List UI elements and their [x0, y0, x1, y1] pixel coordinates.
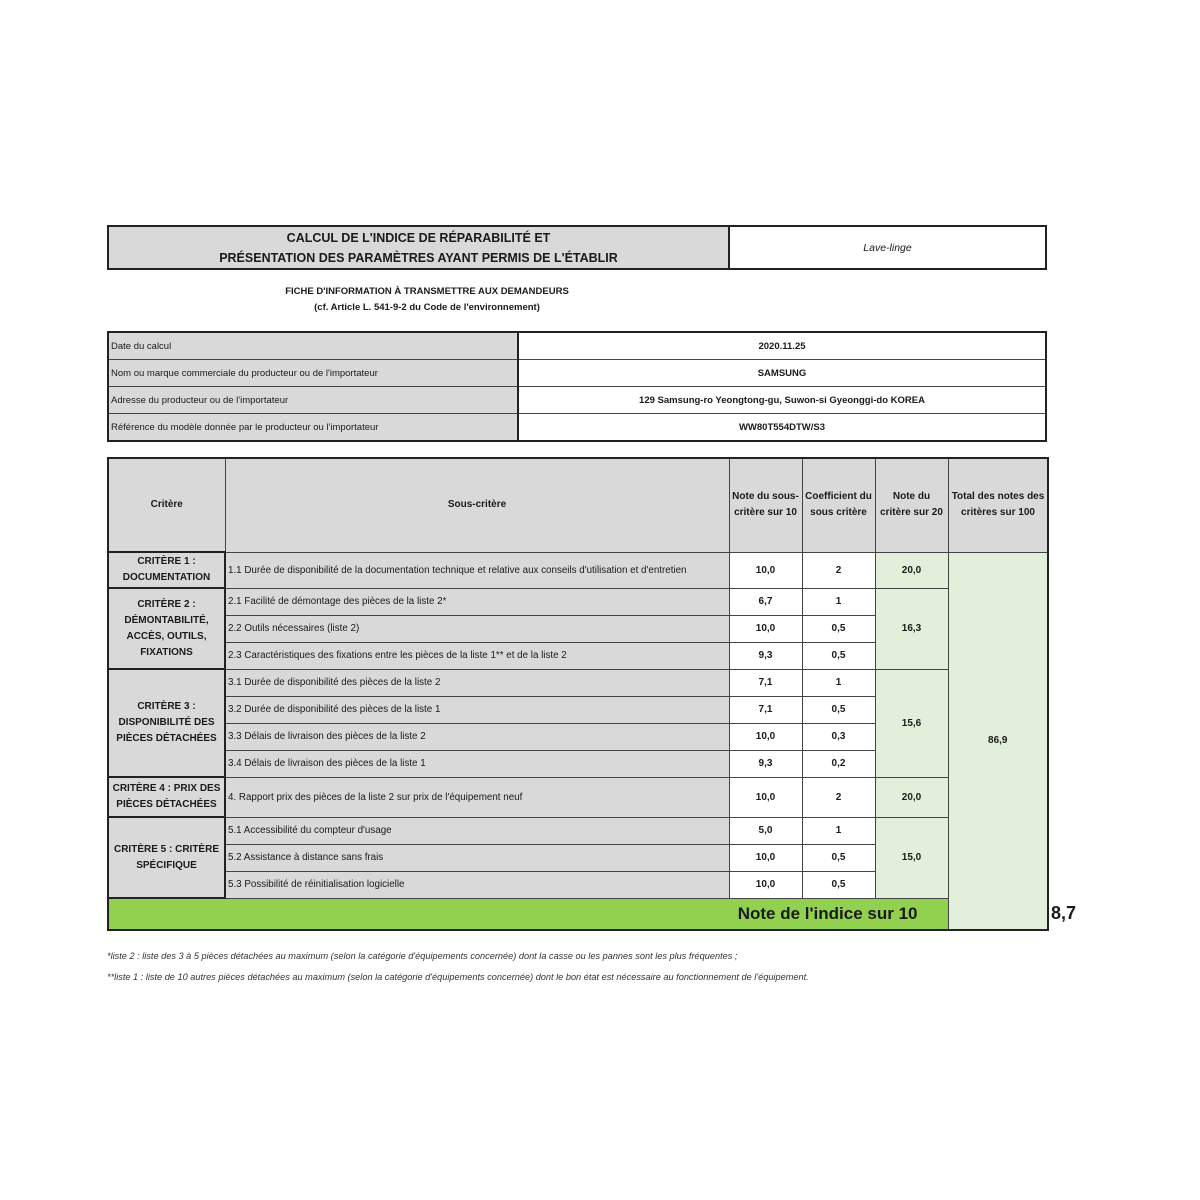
sub-criterion-label: 3.3 Délais de livraison des pièces de la liste 2	[225, 723, 729, 750]
sub-criterion-coef: 0,2	[802, 750, 875, 777]
info-row-brand	[108, 360, 1046, 387]
table-header-row	[108, 458, 1048, 552]
sub-criterion-label: 2.1 Facilité de démontage des pièces de la liste 2*	[225, 588, 729, 615]
info-label: Adresse du producteur ou de l'importateur	[108, 387, 518, 414]
sub-criterion-coef: 0,3	[802, 723, 875, 750]
sub-criterion-note: 6,7	[729, 588, 802, 615]
sub-criterion-label: 5.3 Possibilité de réinitialisation logicielle	[225, 871, 729, 898]
sub-criterion-note: 10,0	[729, 777, 802, 817]
info-row-date	[108, 332, 1046, 360]
criterion-4-name: CRITÈRE 4 : PRIX DES PIÈCES DÉTACHÉES	[108, 777, 225, 817]
info-label: Nom ou marque commerciale du producteur ou de l'importateur	[108, 360, 518, 387]
sub-criterion-label: 2.2 Outils nécessaires (liste 2)	[225, 615, 729, 642]
criterion-4-score: 20,0	[875, 777, 948, 817]
criterion-2-score: 16,3	[875, 588, 948, 669]
criterion-3-name: CRITÈRE 3 : DISPONIBILITÉ DES PIÈCES DÉTACHÉES	[108, 669, 225, 777]
sub-criterion-coef: 0,5	[802, 844, 875, 871]
sub-criterion-note: 5,0	[729, 817, 802, 844]
info-value: WW80T554DTW/S3	[518, 414, 1046, 442]
table-row	[108, 817, 1048, 844]
info-value: 2020.11.25	[518, 332, 1046, 360]
sub-criterion-label: 2.3 Caractéristiques des fixations entre les pièces de la liste 1** et de la liste 2	[225, 642, 729, 669]
col-note-critere: Note du critère sur 20	[875, 458, 948, 552]
product-type: Lave-linge	[728, 225, 1047, 270]
sub-criterion-coef: 1	[802, 588, 875, 615]
header	[107, 225, 1047, 270]
criterion-1-score: 20,0	[875, 552, 948, 588]
sub-criterion-label: 3.1 Durée de disponibilité des pièces de la liste 2	[225, 669, 729, 696]
criteria-table	[107, 457, 1077, 931]
sub-criterion-label: 5.1 Accessibilité du compteur d'usage	[225, 817, 729, 844]
info-label: Date du calcul	[108, 332, 518, 360]
sub-criterion-coef: 0,5	[802, 615, 875, 642]
criterion-2-name: CRITÈRE 2 : DÉMONTABILITÉ, ACCÈS, OUTILS, FIXATIONS	[108, 588, 225, 669]
table-row	[108, 588, 1048, 615]
sub-criterion-note: 10,0	[729, 871, 802, 898]
final-score-label: Note de l'indice sur 10	[108, 898, 948, 930]
header-title-line1: CALCUL DE L'INDICE DE RÉPARABILITÉ ET	[286, 230, 551, 245]
info-row-model	[108, 414, 1046, 442]
sub-criterion-label: 4. Rapport prix des pièces de la liste 2 sur prix de l'équipement neuf	[225, 777, 729, 817]
footnote-2: **liste 1 : liste de 10 autres pièces détachées au maximum (selon la catégorie d'équipements concernée) dont le bon état est nécessaire au fonctionnement de l'équipement.	[107, 972, 809, 982]
col-coef: Coefficient du sous critère	[802, 458, 875, 552]
criterion-5-name: CRITÈRE 5 : CRITÈRE SPÉCIFIQUE	[108, 817, 225, 898]
sub-criterion-label: 3.2 Durée de disponibilité des pièces de la liste 1	[225, 696, 729, 723]
info-row-address	[108, 387, 1046, 414]
subtitle	[227, 284, 627, 316]
table-row	[108, 552, 1048, 588]
sub-criterion-coef: 2	[802, 552, 875, 588]
header-title-line2: PRÉSENTATION DES PARAMÈTRES AYANT PERMIS DE L'ÉTABLIR	[219, 250, 618, 265]
sub-criterion-coef: 0,5	[802, 696, 875, 723]
sub-criterion-note: 7,1	[729, 669, 802, 696]
sub-criterion-label: 5.2 Assistance à distance sans frais	[225, 844, 729, 871]
criterion-3-score: 15,6	[875, 669, 948, 777]
sub-criterion-label: 1.1 Durée de disponibilité de la documentation technique et relative aux conseils d'utilisation et d'entretien	[225, 552, 729, 588]
info-table	[107, 331, 1047, 442]
total-score-100: 86,9	[948, 552, 1048, 930]
final-score-row: Note de l'indice sur 10 8,7	[108, 898, 1048, 930]
criterion-1-name: CRITÈRE 1 : DOCUMENTATION	[108, 552, 225, 588]
sub-criterion-coef: 2	[802, 777, 875, 817]
subtitle-line2: (cf. Article L. 541-9-2 du Code de l'environnement)	[314, 302, 540, 313]
col-note-sous: Note du sous-critère sur 10	[729, 458, 802, 552]
sub-criterion-note: 10,0	[729, 844, 802, 871]
table-row	[108, 669, 1048, 696]
sub-criterion-coef: 1	[802, 669, 875, 696]
sub-criterion-label: 3.4 Délais de livraison des pièces de la liste 1	[225, 750, 729, 777]
sub-criterion-coef: 0,5	[802, 871, 875, 898]
sub-criterion-note: 7,1	[729, 696, 802, 723]
sub-criterion-note: 9,3	[729, 750, 802, 777]
sub-criterion-note: 10,0	[729, 615, 802, 642]
table-row	[108, 777, 1048, 817]
col-critere: Critère	[108, 458, 225, 552]
col-sous-critere: Sous-critère	[225, 458, 729, 552]
sub-criterion-coef: 1	[802, 817, 875, 844]
info-value: SAMSUNG	[518, 360, 1046, 387]
col-total: Total des notes des critères sur 100	[948, 458, 1048, 552]
footnote-1: *liste 2 : liste des 3 à 5 pièces détachées au maximum (selon la catégorie d'équipements concernée) dont la casse ou les pannes sont les plus fréquentes ;	[107, 951, 738, 961]
sub-criterion-note: 9,3	[729, 642, 802, 669]
info-value: 129 Samsung-ro Yeongtong-gu, Suwon-si Gyeonggi-do KOREA	[518, 387, 1046, 414]
header-title	[107, 225, 730, 270]
subtitle-line1: FICHE D'INFORMATION À TRANSMETTRE AUX DEMANDEURS	[285, 286, 569, 297]
info-label: Référence du modèle donnée par le producteur ou l'importateur	[108, 414, 518, 442]
sub-criterion-coef: 0,5	[802, 642, 875, 669]
footnotes	[107, 946, 809, 988]
criterion-5-score: 15,0	[875, 817, 948, 898]
sub-criterion-note: 10,0	[729, 552, 802, 588]
sub-criterion-note: 10,0	[729, 723, 802, 750]
